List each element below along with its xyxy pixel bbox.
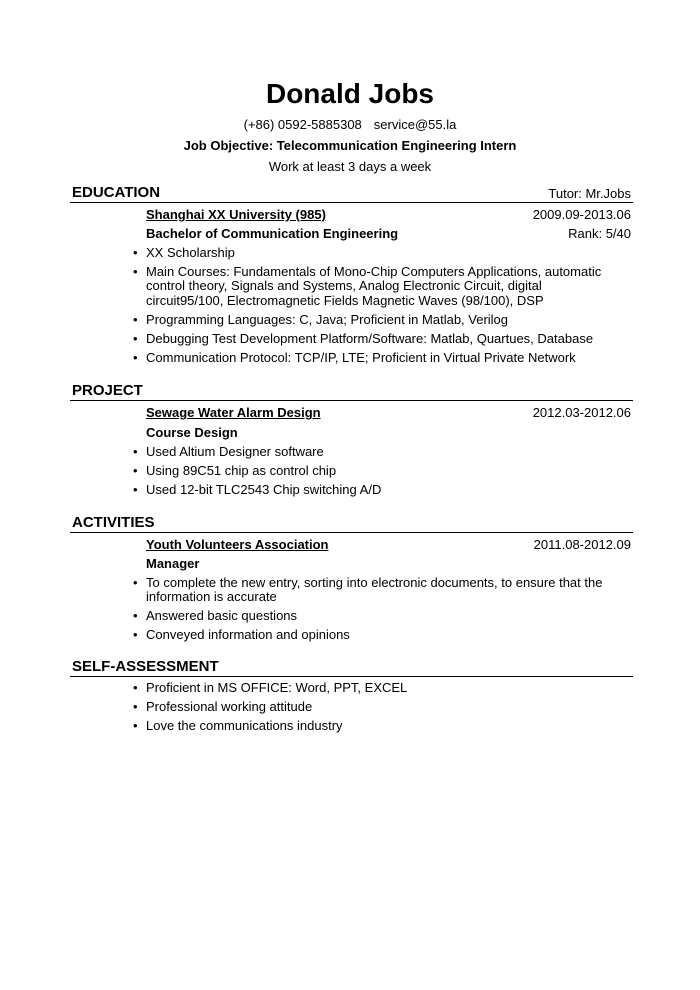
activity-dates: 2011.08-2012.09 <box>533 537 631 552</box>
project-subtitle-row <box>146 423 631 442</box>
project-row <box>146 403 631 422</box>
section-title: ACTIVITIES <box>72 514 155 531</box>
section-title: PROJECT <box>72 382 143 399</box>
education-section <box>70 183 633 367</box>
self-assessment-bullets <box>146 678 603 735</box>
activities-section <box>70 513 633 645</box>
list-item: • Love the communications industry <box>146 716 603 735</box>
availability-note: Work at least 3 days a week <box>268 159 432 174</box>
list-item: • Answered basic questions <box>146 607 603 626</box>
education-bullets <box>146 243 603 367</box>
phone-number: (+86) 0592-5885308 <box>243 117 362 132</box>
project-name: Sewage Water Alarm Design <box>146 405 321 420</box>
school-name: Shanghai XX University (985) <box>146 207 326 222</box>
section-title: SELF-ASSESSMENT <box>72 658 219 675</box>
organization-name: Youth Volunteers Association <box>146 537 329 552</box>
contact-line <box>0 115 700 134</box>
project-header <box>70 381 633 401</box>
resume-header <box>0 76 700 176</box>
education-header <box>70 183 633 203</box>
school-row <box>146 205 631 224</box>
list-item: • Using 89C51 chip as control chip <box>146 461 603 480</box>
list-item: • Programming Languages: C, Java; Proficient in Matlab, Verilog <box>146 310 603 329</box>
tutor-label: Tutor: Mr.Jobs <box>548 186 631 201</box>
activities-header <box>70 513 633 533</box>
section-title: EDUCATION <box>72 184 161 201</box>
activity-row <box>146 535 631 554</box>
project-section <box>70 381 633 499</box>
degree-row <box>146 224 631 243</box>
project-bullets <box>146 442 603 499</box>
email-address: service@55.la <box>373 117 457 132</box>
rank-label: Rank: 5/40 <box>568 226 631 241</box>
project-dates: 2012.03-2012.06 <box>532 405 631 420</box>
activities-bullets <box>146 573 603 645</box>
self-assessment-header <box>70 657 633 677</box>
education-dates: 2009.09-2013.06 <box>532 207 631 222</box>
list-item: • XX Scholarship <box>146 243 603 262</box>
role-row <box>146 554 631 573</box>
self-assessment-section <box>70 657 633 735</box>
list-item: • Professional working attitude <box>146 697 603 716</box>
list-item: • Conveyed information and opinions <box>146 626 603 645</box>
list-item: • Debugging Test Development Platform/Software: Matlab, Quartues, Database <box>146 329 603 348</box>
list-item: • Proficient in MS OFFICE: Word, PPT, EXCEL <box>146 678 603 697</box>
list-item: • To complete the new entry, sorting into electronic documents, to ensure that the information is accurate <box>146 573 603 607</box>
list-item: • Used Altium Designer software <box>146 442 603 461</box>
role-title: Manager <box>146 556 200 571</box>
candidate-name: Donald Jobs <box>265 78 434 109</box>
list-item: • Communication Protocol: TCP/IP, LTE; Proficient in Virtual Private Network <box>146 348 603 367</box>
degree-name: Bachelor of Communication Engineering <box>146 226 399 241</box>
project-subtitle: Course Design <box>146 425 238 440</box>
list-item: • Used 12-bit TLC2543 Chip switching A/D <box>146 480 603 499</box>
list-item: • Main Courses: Fundamentals of Mono-Chip Computers Applications, automatic control theory, Signals and Systems, Analog Electronic Circuit, digital circuit95/100, Electromagnetic Fields Magnetic Waves (98/100), DSP <box>146 262 603 310</box>
job-objective: Job Objective: Telecommunication Engineering Intern <box>183 138 517 153</box>
